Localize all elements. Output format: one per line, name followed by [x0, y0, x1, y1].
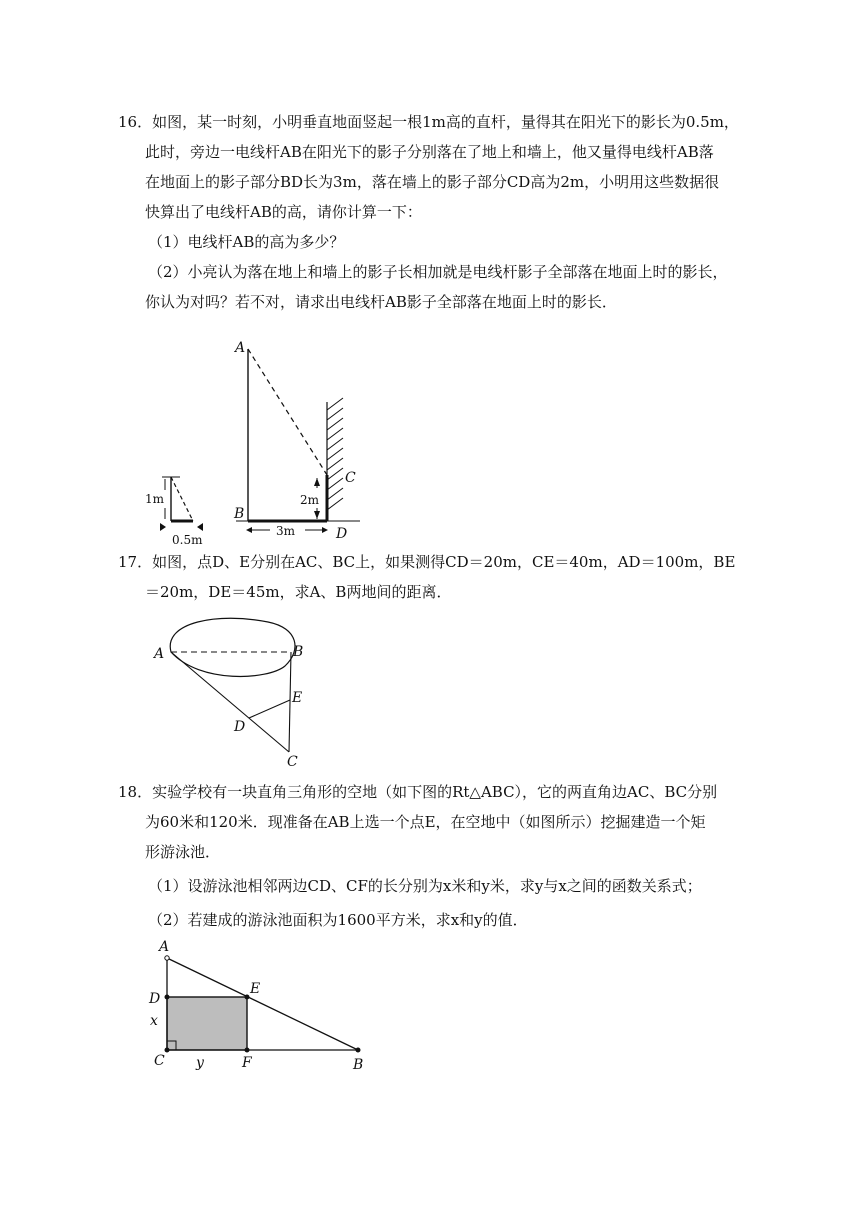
- point-d-label: D: [336, 526, 348, 542]
- point-b-label: B: [234, 506, 245, 522]
- point-e-dot: [245, 995, 250, 1000]
- problem-16-line-3: 在地面上的影子部分BD长为3m，落在墙上的影子部分CD高为2m，小明用这些数据很: [145, 173, 720, 191]
- point-a-label-17: A: [154, 646, 165, 662]
- problem-18-line-2: 为60米和120米．现准备在AB上选一个点E，在空地中（如图所示）挖掘建造一个矩: [145, 813, 706, 831]
- problem-18-line-3: 形游泳池．: [145, 843, 221, 861]
- point-a-dot: [165, 956, 169, 960]
- point-c-label-18: C: [154, 1053, 165, 1069]
- bd-length-label: 3m: [276, 524, 296, 538]
- problem-18-line-1: 18．实验学校有一块直角三角形的空地（如下图的Rt△ABC），它的两直角边AC、BC分别: [118, 783, 718, 801]
- point-d-label-17: D: [234, 719, 246, 735]
- problem-16-line-4: 快算出了电线杆AB的高，请你计算一下：: [145, 203, 422, 221]
- point-b-label-17: B: [293, 644, 304, 660]
- point-c-dot: [165, 1048, 170, 1053]
- point-b-dot: [356, 1048, 361, 1053]
- point-b-label-18: B: [353, 1057, 364, 1073]
- point-c-label-17: C: [287, 754, 298, 770]
- problem-18-question-1: （1）设游泳池相邻两边CD、CF的长分别为x米和y米，求y与x之间的函数关系式；: [148, 877, 702, 895]
- small-shadow-label: 0.5m: [172, 533, 203, 547]
- point-d-label-18: D: [149, 991, 161, 1007]
- point-a-label: A: [235, 340, 246, 356]
- point-c-label: C: [345, 470, 356, 486]
- side-x-label: x: [150, 1013, 158, 1029]
- point-f-label-18: F: [242, 1055, 252, 1071]
- problem-18-question-2: （2）若建成的游泳池面积为1600平方米，求x和y的值．: [148, 911, 528, 929]
- point-e-label-17: E: [292, 690, 303, 706]
- small-pole-height-label: 1m: [145, 492, 165, 506]
- cd-length-label: 2m: [300, 493, 320, 507]
- problem-16-question-1: （1）电线杆AB的高为多少？: [148, 233, 345, 251]
- side-y-label: y: [196, 1055, 204, 1071]
- point-f-dot: [245, 1048, 250, 1053]
- point-d-dot: [165, 995, 170, 1000]
- problem-16-line-1: 16．如图，某一时刻，小明垂直地面竖起一根1m高的直杆，量得其在阳光下的影长为0.5m，: [118, 113, 739, 131]
- problem-16-question-2: （2）小亮认为落在地上和墙上的影子长相加就是电线杆影子全部落在地面上时的影长，: [148, 263, 728, 281]
- point-e-label-18: E: [250, 981, 261, 997]
- problem-17-line-1: 17．如图，点D、E分别在AC、BC上，如果测得CD＝20m，CE＝40m，AD＝100m，BE: [118, 553, 736, 571]
- problem-16-question-2-cont: 你认为对吗？若不对，请求出电线杆AB影子全部落在地面上时的影长．: [145, 293, 617, 311]
- pool-rectangle: [167, 997, 247, 1050]
- problem-17-line-2: ＝20m，DE＝45m，求A、B两地间的距离．: [145, 583, 452, 601]
- problem-16-line-2: 此时，旁边一电线杆AB在阳光下的影子分别落在了地上和墙上，他又量得电线杆AB落: [145, 143, 714, 161]
- point-a-label-18: A: [159, 939, 170, 955]
